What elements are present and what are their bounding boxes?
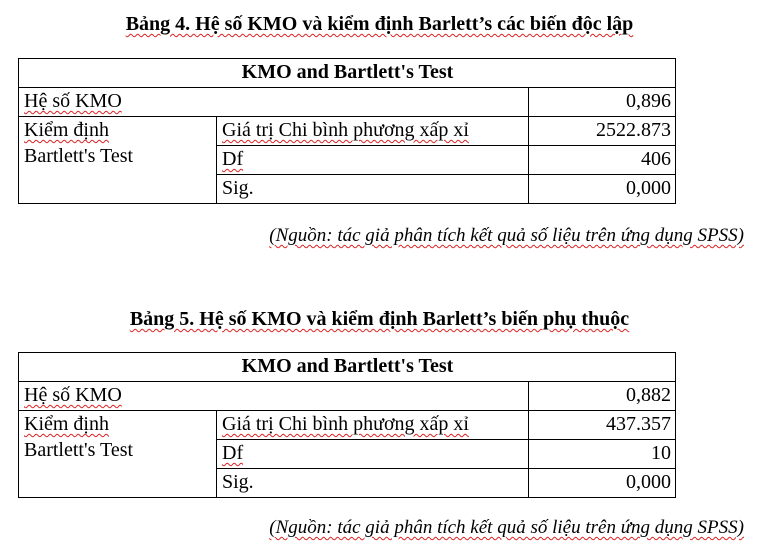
chi-square-value: 2522.873 <box>529 117 676 146</box>
kmo-label: Hệ số KMO <box>19 88 529 117</box>
table4-caption-text: Bảng 4. Hệ số KMO và kiểm định Barlett’s các biến độc lập <box>125 13 634 35</box>
bartlett-label-line1: Kiểm định <box>24 413 109 435</box>
table-header: KMO and Bartlett's Test <box>19 353 676 382</box>
table4-source-text: (Nguồn: tác giả phân tích kết quả số liệu trên ứng dụng SPSS) <box>269 225 744 246</box>
bartlett-label <box>19 117 217 204</box>
sig-value: 0,000 <box>529 175 676 204</box>
kmo-table-4 <box>18 58 676 204</box>
table5-caption-text: Bảng 5. Hệ số KMO và kiểm định Barlett’s biến phụ thuộc <box>129 308 630 330</box>
kmo-table-5 <box>18 352 676 498</box>
bartlett-label-line2: Bartlett's Test <box>24 439 134 461</box>
table4-source <box>269 224 744 248</box>
table5-source <box>269 516 744 540</box>
df-label: Df <box>217 440 529 469</box>
kmo-label: Hệ số KMO <box>19 382 529 411</box>
kmo-value: 0,882 <box>529 382 676 411</box>
chi-square-label: Giá trị Chi bình phương xấp xỉ <box>217 411 529 440</box>
sig-label: Sig. <box>217 175 529 204</box>
df-label: Df <box>217 146 529 175</box>
chi-square-label: Giá trị Chi bình phương xấp xỉ <box>217 117 529 146</box>
table5-source-text: (Nguồn: tác giả phân tích kết quả số liệu trên ứng dụng SPSS) <box>269 517 744 538</box>
df-value: 406 <box>529 146 676 175</box>
table-header: KMO and Bartlett's Test <box>19 59 676 88</box>
sig-label: Sig. <box>217 469 529 498</box>
chi-square-value: 437.357 <box>529 411 676 440</box>
bartlett-label-line1: Kiểm định <box>24 119 109 141</box>
bartlett-label-line2: Bartlett's Test <box>24 145 134 167</box>
kmo-value: 0,896 <box>529 88 676 117</box>
table4-caption <box>0 12 759 36</box>
df-value: 10 <box>529 440 676 469</box>
table5-caption <box>0 307 759 331</box>
bartlett-label <box>19 411 217 498</box>
sig-value: 0,000 <box>529 469 676 498</box>
